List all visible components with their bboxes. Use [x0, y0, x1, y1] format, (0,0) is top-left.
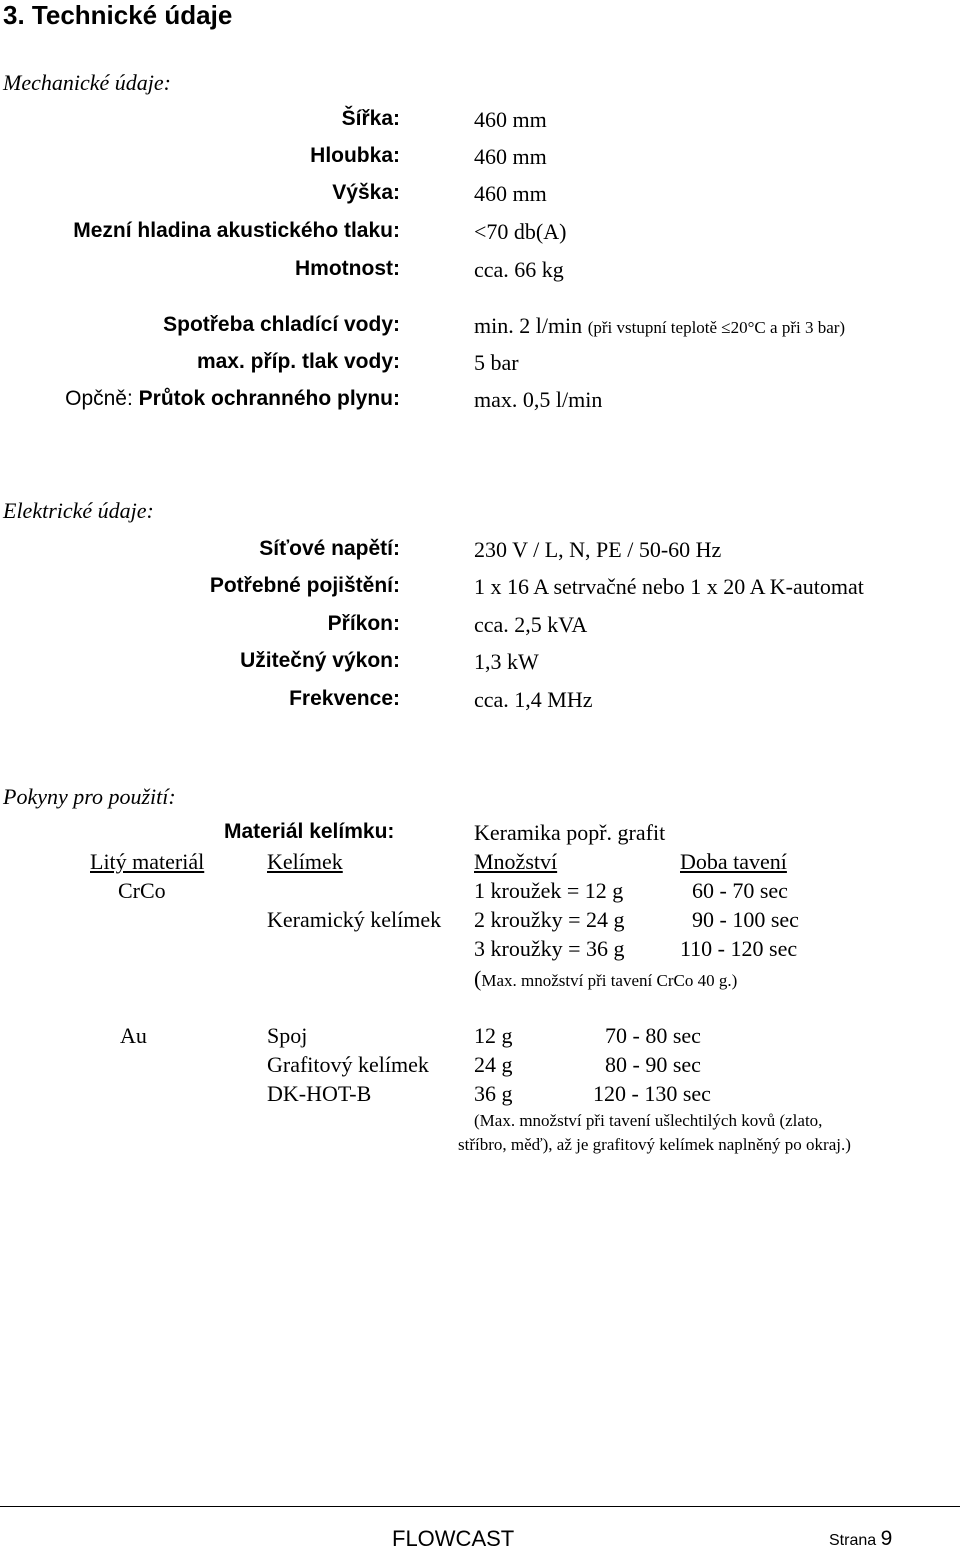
crco-qty-3: 3 kroužky = 36 g: [474, 936, 625, 961]
spec-label-frequency: Frekvence:: [289, 687, 400, 710]
spec-label-water: Spotřeba chladící vody:: [163, 313, 400, 336]
water-value: min. 2 l/min: [474, 313, 583, 338]
spec-label-voltage: Síťové napětí:: [259, 537, 400, 560]
au-note-line-2: stříbro, měď), až je grafitový kelímek naplněný po okraj.): [458, 1135, 851, 1154]
header-crucible: Kelímek: [267, 849, 343, 874]
header-melting-time: Doba tavení: [680, 849, 787, 874]
crco-crucible: Keramický kelímek: [267, 907, 442, 932]
footer-page-label: Strana: [829, 1532, 877, 1549]
spec-label-weight: Hmotnost:: [295, 257, 400, 280]
crco-qty-2: 2 kroužky = 24 g: [474, 907, 625, 932]
au-crucible-3: DK-HOT-B: [267, 1081, 372, 1106]
spec-value-width: 460 mm: [474, 107, 547, 132]
spec-label-noise: Mezní hladina akustického tlaku:: [73, 219, 400, 242]
header-quantity: Množství: [474, 849, 558, 874]
spec-value-height: 460 mm: [474, 181, 547, 206]
crco-time-2: 90 - 100 sec: [692, 907, 799, 932]
au-time-2: 80 - 90 sec: [605, 1052, 701, 1077]
crco-material: CrCo: [118, 878, 166, 903]
spec-label-fuse: Potřebné pojištění:: [209, 574, 400, 597]
crco-note-paren: (: [474, 966, 482, 991]
spec-value-gas: max. 0,5 l/min: [474, 387, 603, 412]
footer-page-number: 9: [880, 1527, 893, 1550]
spec-value-frequency: cca. 1,4 MHz: [474, 687, 593, 712]
header-cast-material: Litý materiál: [90, 849, 205, 874]
au-time-3: 120 - 130 sec: [593, 1081, 711, 1106]
spec-value-depth: 460 mm: [474, 144, 547, 169]
spec-label-output-power: Užitečný výkon:: [240, 649, 400, 672]
spec-label-depth: Hloubka:: [310, 144, 400, 167]
crucible-material-label: Materiál kelímku:: [224, 820, 395, 843]
spec-value-noise: <70 db(A): [474, 219, 567, 244]
crco-note-text: Max. množství při tavení CrCo 40 g.): [481, 971, 738, 990]
spec-label-height: Výška:: [332, 181, 400, 204]
au-qty-1: 12 g: [474, 1023, 513, 1048]
spec-value-voltage: 230 V / L, N, PE / 50-60 Hz: [474, 537, 722, 562]
electrical-section-title: Elektrické údaje:: [3, 498, 154, 523]
footer-brand: FLOWCAST: [392, 1526, 515, 1551]
spec-label-width: Šířka:: [341, 107, 400, 130]
page-title: 3. Technické údaje: [3, 0, 233, 30]
spec-value-weight: cca. 66 kg: [474, 257, 564, 282]
spec-label-gas: [65, 387, 400, 411]
usage-section-title: Pokyny pro použití:: [3, 784, 176, 809]
crucible-material-value: Keramika popř. grafit: [474, 820, 666, 845]
crco-qty-1: 1 kroužek = 12 g: [474, 878, 624, 903]
spec-value-fuse: 1 x 16 A setrvačné nebo 1 x 20 A K-automat: [474, 574, 864, 599]
au-qty-2: 24 g: [474, 1052, 513, 1077]
au-note-line-1: (Max. množství při tavení ušlechtilých kovů (zlato,: [474, 1111, 823, 1130]
footer-divider: [0, 1506, 960, 1507]
au-crucible-1: Spoj: [267, 1023, 308, 1048]
au-material: Au: [120, 1023, 147, 1048]
mechanical-section-title: Mechanické údaje:: [3, 70, 171, 95]
crco-time-1: 60 - 70 sec: [692, 878, 788, 903]
gas-prefix: Opčně:: [65, 387, 139, 410]
crco-time-3: 110 - 120 sec: [680, 936, 798, 961]
water-note: (při vstupní teplotě ≤20°C a při 3 bar): [587, 318, 846, 337]
spec-label-pressure: max. příp. tlak vody:: [196, 350, 400, 373]
spec-label-input-power: Příkon:: [327, 612, 400, 635]
gas-label: Průtok ochranného plynu:: [138, 387, 400, 410]
spec-value-pressure: 5 bar: [474, 350, 519, 375]
au-qty-3: 36 g: [474, 1081, 513, 1106]
spec-value-output-power: 1,3 kW: [474, 649, 539, 674]
crco-note: [474, 966, 737, 992]
spec-value-water: [474, 313, 845, 339]
au-time-1: 70 - 80 sec: [605, 1023, 701, 1048]
spec-value-input-power: cca. 2,5 kVA: [474, 612, 588, 637]
footer-page: [829, 1527, 892, 1551]
au-crucible-2: Grafitový kelímek: [267, 1052, 429, 1077]
